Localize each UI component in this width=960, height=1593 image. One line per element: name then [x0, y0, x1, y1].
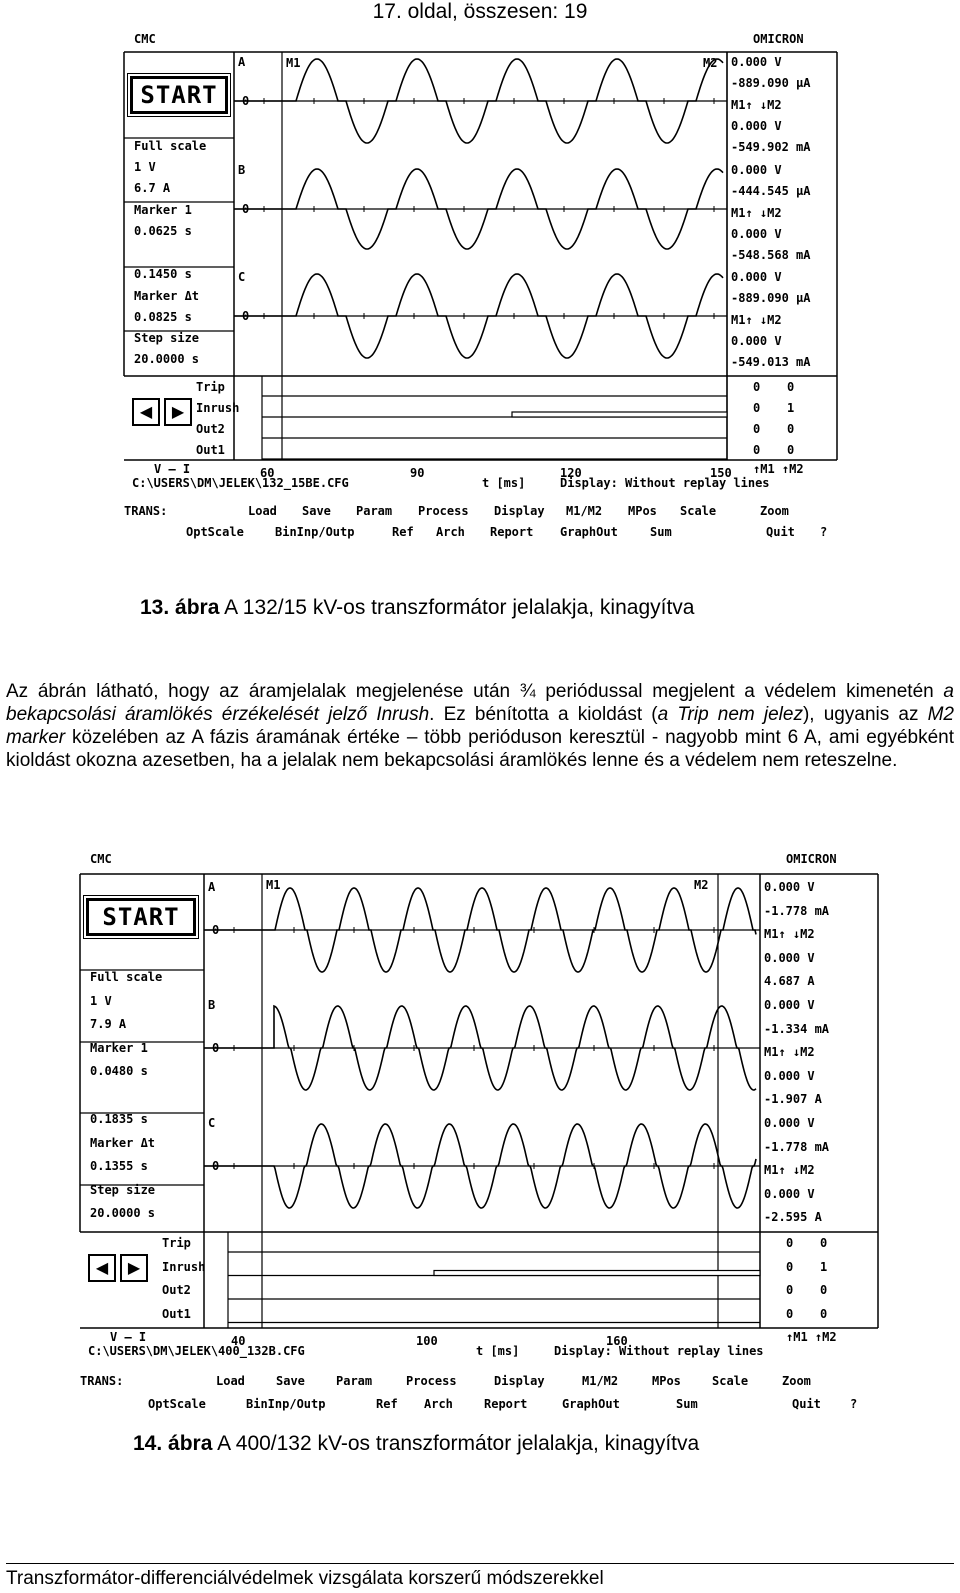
- marker-m2-label: M2: [703, 56, 718, 70]
- menu-item-optscale[interactable]: OptScale: [148, 1397, 206, 1411]
- left-panel-field: 0.1835 s: [90, 1112, 148, 1126]
- channel-reading: -1.778 mA: [764, 1139, 830, 1154]
- figure-14-screenshot: [76, 848, 886, 1420]
- binary-m1-value: 0: [786, 1236, 794, 1250]
- vi-toggle-label: V — I: [110, 1330, 147, 1344]
- paragraph-space: [367, 704, 376, 725]
- menu-item-display[interactable]: Display: [494, 504, 545, 518]
- channel-b-label: B: [238, 163, 246, 177]
- binary-inrush-label: Inrush: [196, 401, 240, 415]
- menu-item-help[interactable]: ?: [850, 1397, 858, 1411]
- left-panel-field: 1 V: [90, 994, 112, 1008]
- menu-item-bininpoutp[interactable]: BinInp/Outp: [275, 525, 355, 539]
- left-panel-field: Full scale: [134, 139, 207, 153]
- binary-m2-value: 0: [787, 443, 795, 457]
- channel-zero-label: 0: [212, 1041, 220, 1055]
- menu-item-load[interactable]: Load: [248, 504, 277, 518]
- channel-reading: -889.090 µA: [731, 76, 811, 91]
- config-file-path: C:\USERS\DM\JELEK\132_15BE.CFG: [132, 476, 349, 490]
- binary-out1-label: Out1: [162, 1306, 191, 1321]
- left-panel-field: Marker Δt: [134, 289, 200, 303]
- menu-item-help[interactable]: ?: [820, 525, 828, 539]
- display-mode-status: Display: Without replay lines: [554, 1344, 764, 1358]
- figure-14-caption: [133, 1432, 699, 1456]
- menu-item-report[interactable]: Report: [484, 1397, 528, 1411]
- binary-m2-value: 0: [787, 380, 795, 394]
- channel-reading: M1↑ ↓M2: [731, 312, 782, 327]
- channel-a-label: A: [238, 55, 246, 69]
- menu-item-save[interactable]: Save: [302, 504, 331, 518]
- x-tick-label: 160: [606, 1334, 628, 1348]
- channel-reading: -1.334 mA: [764, 1021, 830, 1036]
- x-tick-label: 100: [416, 1334, 438, 1348]
- brand-name: OMICRON: [753, 32, 804, 46]
- menu-item-mpos[interactable]: MPos: [628, 504, 657, 518]
- paragraph-text-2: . Ez bénította a kioldást (: [429, 704, 658, 725]
- channel-reading: M1↑ ↓M2: [764, 1045, 815, 1059]
- channel-reading: 0.000 V: [764, 950, 815, 965]
- channel-c-label: C: [238, 270, 246, 284]
- config-file-path: C:\USERS\DM\JELEK\400_132B.CFG: [88, 1344, 305, 1358]
- menu-prefix: TRANS:: [124, 504, 168, 518]
- channel-reading: -549.013 mA: [731, 355, 811, 370]
- binary-trip-label: Trip: [196, 380, 225, 394]
- menu-item-mpos[interactable]: MPos: [652, 1374, 681, 1388]
- menu-item-report[interactable]: Report: [490, 525, 534, 539]
- start-button[interactable]: START: [86, 898, 196, 936]
- inrush-active-bar: [512, 412, 727, 417]
- paragraph-text-4: közelében az A fázis áramának értéke – több perióduson keresztül - nagyobb mint 6 A, ami egyébként kioldást okozna azesetben, ha a jelalak nem bekapcsolási áramlökés lenne és a védelem nem reteszelne.: [6, 727, 954, 771]
- channel-reading: 0.000 V: [731, 270, 782, 284]
- menu-prefix: TRANS:: [80, 1374, 124, 1388]
- channel-reading: 0.000 V: [731, 118, 782, 133]
- menu-item-process[interactable]: Process: [406, 1374, 457, 1388]
- marker-m1-label: M1: [266, 878, 281, 892]
- prev-arrow-icon[interactable]: ◀: [132, 398, 160, 426]
- x-tick-label: 150: [710, 466, 732, 480]
- app-name: CMC: [134, 32, 156, 46]
- channel-zero-label: 0: [242, 309, 250, 323]
- menu-item-quit[interactable]: Quit: [766, 525, 795, 539]
- binary-m1-value: 0: [753, 401, 761, 415]
- paragraph-italic-2: Inrush: [376, 704, 430, 725]
- figure-13-caption-number: 13. ábra: [140, 596, 220, 619]
- channel-reading: M1↑ ↓M2: [731, 97, 782, 112]
- channel-reading: M1↑ ↓M2: [731, 205, 782, 220]
- paragraph-italic-4: M2 marker: [6, 704, 954, 748]
- channel-zero-label: 0: [242, 94, 250, 108]
- figure-13-screenshot: [120, 26, 845, 544]
- binary-m1-value: 0: [786, 1306, 794, 1321]
- channel-reading: -889.090 µA: [731, 291, 811, 306]
- time-axis-unit: t [ms]: [476, 1344, 520, 1358]
- paragraph-italic-1: a bekapcsolási áramlökés érzékelését jelző: [6, 681, 954, 725]
- binary-m2-value: 0: [820, 1236, 828, 1250]
- channel-reading: M1↑ ↓M2: [764, 927, 815, 941]
- left-panel-field: 20.0000 s: [134, 352, 200, 366]
- menu-item-ref[interactable]: Ref: [392, 525, 414, 539]
- channel-reading: 0.000 V: [731, 163, 782, 177]
- channel-zero-label: 0: [212, 923, 220, 937]
- channel-zero-label: 0: [212, 1159, 220, 1173]
- channel-reading: 0.000 V: [764, 1186, 815, 1201]
- binary-m1-value: 0: [753, 422, 761, 436]
- menu-item-m1m2[interactable]: M1/M2: [582, 1374, 619, 1388]
- binary-m2-value: 1: [820, 1259, 828, 1274]
- menu-item-scale[interactable]: Scale: [712, 1374, 749, 1388]
- vi-toggle-label: V — I: [154, 462, 191, 476]
- figure-13-caption-text: A 132/15 kV-os transzformátor jelalakja, kinagyítva: [224, 596, 695, 619]
- left-panel-field: Marker Δt: [90, 1136, 156, 1150]
- figure-13-caption: [140, 596, 695, 620]
- marker-m1-label: M1: [286, 56, 301, 70]
- x-tick-label: 40: [231, 1334, 246, 1348]
- binary-m1-value: 0: [753, 443, 761, 457]
- channel-reading: -444.545 µA: [731, 184, 811, 199]
- paragraph-text-3: ), ugyanis az: [802, 704, 928, 725]
- channel-a-label: A: [208, 880, 216, 894]
- binary-m1-value: 0: [786, 1283, 794, 1297]
- paragraph-italic-3: a Trip nem jelez: [657, 704, 803, 725]
- left-panel-field: 7.9 A: [90, 1017, 127, 1031]
- page-header: 17. oldal, összesen: 19: [372, 0, 588, 23]
- menu-item-quit[interactable]: Quit: [792, 1397, 821, 1411]
- binary-m1-value: 0: [786, 1259, 794, 1274]
- menu-item-process[interactable]: Process: [418, 504, 469, 518]
- channel-reading: 0.000 V: [764, 880, 815, 894]
- binary-m2-value: 0: [820, 1306, 828, 1321]
- channel-reading: 0.000 V: [731, 333, 782, 348]
- binary-out2-label: Out2: [162, 1283, 191, 1297]
- menu-item-save[interactable]: Save: [276, 1374, 305, 1388]
- footer-rule: [6, 1563, 954, 1564]
- page-footer: Transzformátor-differenciálvédelmek vizsgálata korszerű módszerekkel: [6, 1568, 604, 1589]
- menu-item-m1m2[interactable]: M1/M2: [566, 504, 603, 518]
- menu-item-load[interactable]: Load: [216, 1374, 245, 1388]
- binary-m2-value: 1: [787, 401, 795, 415]
- next-arrow-icon[interactable]: ▶: [120, 1254, 148, 1282]
- menu-item-arch[interactable]: Arch: [424, 1397, 453, 1411]
- left-panel-field: 6.7 A: [134, 181, 171, 195]
- left-panel-field: Marker 1: [90, 1041, 148, 1055]
- left-panel-field: 0.1355 s: [90, 1159, 148, 1173]
- left-panel-field: Step size: [90, 1183, 156, 1197]
- next-arrow-icon[interactable]: ▶: [164, 398, 192, 426]
- menu-item-optscale[interactable]: OptScale: [186, 525, 244, 539]
- prev-arrow-icon[interactable]: ◀: [88, 1254, 116, 1282]
- channel-reading: -549.902 mA: [731, 140, 811, 155]
- binary-m2-value: 0: [787, 422, 795, 436]
- binary-m2-value: 0: [820, 1283, 828, 1297]
- x-tick-label: 60: [260, 466, 275, 480]
- menu-item-arch[interactable]: Arch: [436, 525, 465, 539]
- left-panel-field: 0.0825 s: [134, 310, 192, 324]
- x-tick-label: 120: [560, 466, 582, 480]
- channel-reading: -1.778 mA: [764, 903, 830, 918]
- channel-reading: 4.687 A: [764, 974, 815, 988]
- menu-item-scale[interactable]: Scale: [680, 504, 717, 518]
- left-panel-field: 20.0000 s: [90, 1206, 156, 1220]
- menu-item-graphout[interactable]: GraphOut: [562, 1397, 620, 1411]
- left-panel-field: 0.1450 s: [134, 267, 192, 281]
- figure-14-caption-text: A 400/132 kV-os transzformátor jelalakja, kinagyítva: [217, 1432, 700, 1455]
- menu-item-zoom[interactable]: Zoom: [782, 1374, 811, 1388]
- start-button[interactable]: START: [130, 76, 228, 114]
- x-tick-label: 90: [410, 466, 425, 480]
- display-mode-status: Display: Without replay lines: [560, 476, 770, 490]
- binary-inrush-label: Inrush: [162, 1259, 206, 1274]
- menu-item-param[interactable]: Param: [356, 504, 393, 518]
- inrush-active-bar: [434, 1271, 760, 1276]
- paragraph-text-1: Az ábrán látható, hogy az áramjelalak megjelenése után ¾ periódussal megjelent a védelem kimenetén: [6, 681, 944, 702]
- menu-item-zoom[interactable]: Zoom: [760, 504, 789, 518]
- time-axis-unit: t [ms]: [482, 476, 526, 490]
- brand-name: OMICRON: [786, 852, 837, 866]
- menu-item-param[interactable]: Param: [336, 1374, 373, 1388]
- menu-item-bininpoutp[interactable]: BinInp/Outp: [246, 1397, 326, 1411]
- menu-item-sum[interactable]: Sum: [676, 1397, 698, 1411]
- binary-out1-label: Out1: [196, 443, 225, 457]
- channel-zero-label: 0: [242, 202, 250, 216]
- channel-reading: 0.000 V: [764, 1068, 815, 1083]
- channel-reading: 0.000 V: [731, 55, 782, 69]
- channel-reading: -548.568 mA: [731, 248, 811, 263]
- figure-14-caption-number: 14. ábra: [133, 1432, 213, 1455]
- menu-item-graphout[interactable]: GraphOut: [560, 525, 618, 539]
- menu-item-sum[interactable]: Sum: [650, 525, 672, 539]
- left-panel-field: Marker 1: [134, 203, 192, 217]
- left-panel-field: Full scale: [90, 970, 163, 984]
- app-name: CMC: [90, 852, 112, 866]
- channel-reading: -2.595 A: [764, 1210, 822, 1224]
- channel-c-label: C: [208, 1116, 216, 1130]
- channel-reading: 0.000 V: [764, 1116, 815, 1130]
- channel-reading: M1↑ ↓M2: [764, 1163, 815, 1177]
- channel-reading: -1.907 A: [764, 1092, 822, 1106]
- menu-item-ref[interactable]: Ref: [376, 1397, 398, 1411]
- menu-item-display[interactable]: Display: [494, 1374, 545, 1388]
- left-panel-field: 1 V: [134, 160, 156, 174]
- marker-footer: ↑M1 ↑M2: [753, 462, 804, 476]
- binary-m1-value: 0: [753, 380, 761, 394]
- channel-reading: 0.000 V: [764, 998, 815, 1012]
- left-panel-field: Step size: [134, 331, 200, 345]
- left-panel-field: 0.0480 s: [90, 1064, 148, 1078]
- marker-m2-label: M2: [694, 878, 709, 892]
- binary-out2-label: Out2: [196, 422, 225, 436]
- channel-b-label: B: [208, 998, 216, 1012]
- body-paragraph: [6, 680, 954, 772]
- left-panel-field: 0.0625 s: [134, 224, 192, 238]
- binary-trip-label: Trip: [162, 1236, 191, 1250]
- channel-reading: 0.000 V: [731, 226, 782, 241]
- marker-footer: ↑M1 ↑M2: [786, 1330, 837, 1344]
